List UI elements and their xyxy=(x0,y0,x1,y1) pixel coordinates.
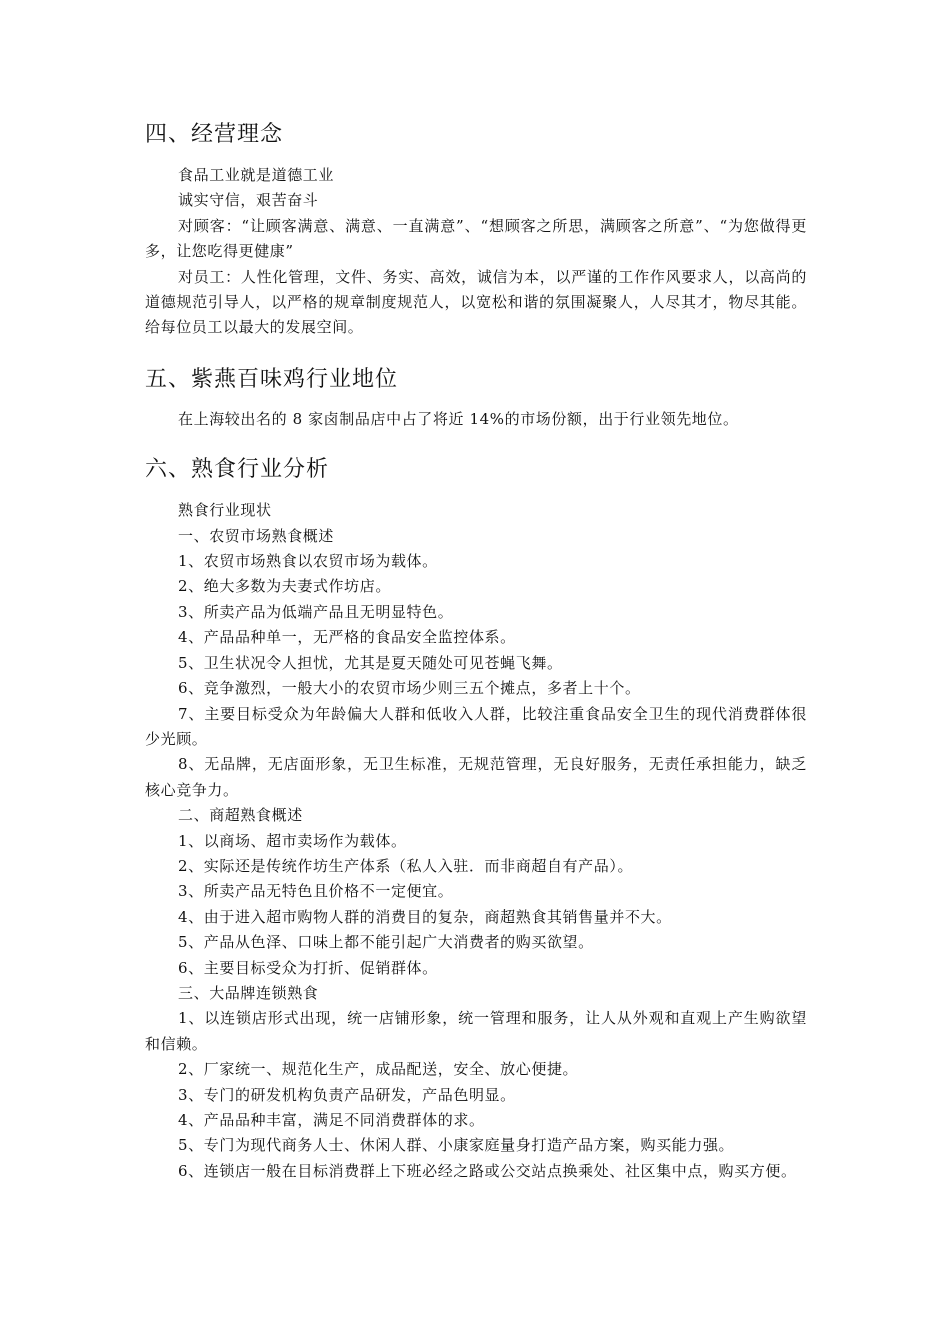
list-item: 5、产品从色泽、口味上都不能引起广大消费者的购买欲望。 xyxy=(178,933,594,952)
list-item: 6、连锁店一般在目标消费群上下班必经之路或公交站点换乘处、社区集中点，购买方便。 xyxy=(178,1161,797,1180)
subheading: 三、大品牌连锁熟食 xyxy=(178,983,319,1002)
list-item: 2、绝大多数为夫妻式作坊店。 xyxy=(178,577,391,596)
paragraph: 诚实守信，艰苦奋斗 xyxy=(178,191,319,210)
list-item: 3、所卖产品为低端产品且无明显特色。 xyxy=(178,602,454,621)
paragraph: 在上海较出名的 8 家卤制品店中占了将近 14%的市场份额，出于行业领先地位。 xyxy=(178,409,739,428)
section-body-industry-analysis xyxy=(145,498,807,1184)
paragraph: 食品工业就是道德工业 xyxy=(178,166,335,184)
list-item: 8、无品牌，无店面形象，无卫生标准，无规范管理，无良好服务，无责任承担能力，缺乏核心竞争力。 xyxy=(145,755,807,799)
section-heading-business-philosophy: 四、经营理念 xyxy=(145,122,284,147)
section-body-business-philosophy xyxy=(145,163,807,341)
list-item: 5、卫生状况令人担忧，尤其是夏天随处可见苍蝇飞舞。 xyxy=(178,653,563,672)
section-heading-industry-position: 五、紫燕百味鸡行业地位 xyxy=(145,366,399,392)
list-item: 6、主要目标受众为打折、促销群体。 xyxy=(178,958,438,977)
list-item: 4、产品品种丰富，满足不同消费群体的求。 xyxy=(178,1111,485,1129)
list-item: 2、厂家统一、规范化生产，成品配送，安全、放心便捷。 xyxy=(178,1060,579,1079)
list-item: 2、实际还是传统作坊生产体系（私人入驻．而非商超自有产品）。 xyxy=(178,856,634,875)
list-item: 1、农贸市场熟食以农贸市场为载体。 xyxy=(178,552,438,571)
subheading: 二、商超熟食概述 xyxy=(178,806,303,825)
list-item: 3、所卖产品无特色且价格不一定便宜。 xyxy=(178,882,454,901)
list-item: 4、由于进入超市购物人群的消费目的复杂，商超熟食其销售量并不大。 xyxy=(178,907,672,926)
list-item: 1、以连锁店形式出现，统一店铺形象，统一管理和服务，让人从外观和直观上产生购欲望和信赖。 xyxy=(145,1009,807,1053)
document-page xyxy=(145,118,807,1184)
paragraph: 对顾客：“让顾客满意、满意、一直满意”、“想顾客之所思，满顾客之所意”、“为您做得更多，让您吃得更健康” xyxy=(145,216,807,261)
subheading: 一、农贸市场熟食概述 xyxy=(178,526,335,545)
list-item: 1、以商场、超市卖场作为载体。 xyxy=(178,831,407,850)
list-item: 4、产品品种单一，无严格的食品安全监控体系。 xyxy=(178,628,516,647)
list-item: 3、专门的研发机构负责产品研发，产品色明显。 xyxy=(178,1085,516,1104)
section-body-industry-position xyxy=(145,407,807,432)
subheading: 熟食行业现状 xyxy=(178,501,272,520)
section-heading-industry-analysis: 六、熟食行业分析 xyxy=(145,457,330,483)
list-item: 5、专门为现代商务人士、休闲人群、小康家庭量身打造产品方案，购买能力强。 xyxy=(178,1136,735,1155)
list-item: 7、主要目标受众为年龄偏大人群和低收入人群，比较注重食品安全卫生的现代消费群体很少光顾。 xyxy=(145,704,807,748)
paragraph: 对员工：人性化管理，文件、务实、高效，诚信为本，以严谨的工作作风要求人，以高尚的道德规范引导人，以严格的规章制度规范人，以宽松和谐的氛围凝聚人，人尽其才，物尽其能。给每位员工以最大的发展空间。 xyxy=(145,267,807,337)
list-item: 6、竞争激烈，一般大小的农贸市场少则三五个摊点，多者上十个。 xyxy=(178,679,641,698)
